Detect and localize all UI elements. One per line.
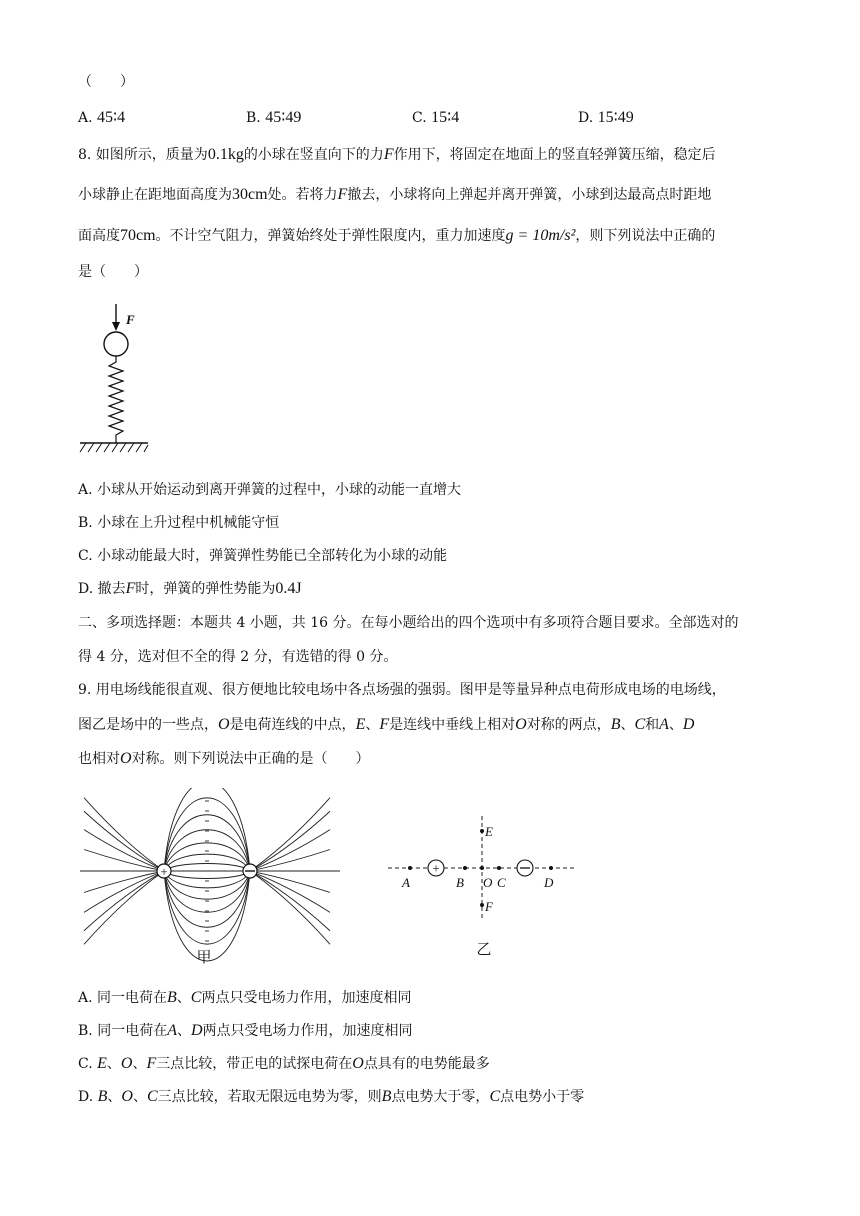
point-a-label: A [402,875,410,890]
q9-text: 、 [132,1056,147,1072]
q9-point-c: C [634,716,646,733]
q8-text: 处。若将力 [267,187,338,203]
q9-text: 对称的两点， [526,717,611,733]
point-a-dot [408,866,412,870]
point-o-label: O [483,875,493,890]
q8-line-3 [78,226,715,246]
q7-option-b [246,108,301,128]
q8-force-symbol: F [337,186,348,203]
point-e-label: E [485,824,493,839]
q7-option-b-letter: B. [246,110,261,126]
point-d-dot [549,866,553,870]
q9-point-d: D [682,716,695,733]
q9-text: 、 [107,1089,122,1105]
field-line [164,830,250,871]
positive-sign: + [432,860,440,876]
q9-option-d [78,1087,584,1107]
q8-spring-figure [76,300,156,468]
q8-gravity: g = 10m/s² [505,227,576,244]
q8-text: 时，弹簧的弹性势能为 [135,581,276,597]
q9-point-o: O [352,1055,364,1072]
q9-text: 、 [106,1056,121,1072]
q9-text: 、 [176,1023,191,1039]
point-f-label: F [485,899,493,914]
field-line [164,871,250,961]
q9-text: 点电势大于零， [391,1089,490,1105]
q8-option-a: A. 小球从开始运动到离开弹簧的过程中，小球的动能一直增大 [78,482,462,498]
q9-point-f: F [379,716,390,733]
q9-text: C. [78,1056,98,1072]
q9-text: 三点比较，带正电的试探电荷在 [156,1056,353,1072]
point-f-dot [480,903,484,907]
q9-point-b: B [167,989,177,1006]
q9-point-d: D [190,1022,203,1039]
points-figure [384,808,584,958]
q9-point-o: O [515,716,527,733]
q9-point-f: F [146,1055,157,1072]
q9-text: 点电势小于零 [500,1089,585,1105]
q9-text: 和 [645,717,660,733]
q9-point-a: A [659,716,669,733]
q9-text: 两点只受电场力作用，加速度相同 [201,990,412,1006]
point-o-dot [480,866,484,870]
field-line [164,871,250,879]
q7-option-a [78,108,125,128]
q9-text: 、 [176,990,191,1006]
q9-point-b: B [610,716,621,733]
q8-line-1 [78,145,716,165]
field-line [164,871,250,888]
q9-text: 、 [132,1089,147,1105]
q8-text: 的小球在竖直向下的力 [243,147,384,163]
field-line [164,864,250,872]
point-e-dot [480,829,484,833]
field-line [164,871,250,912]
q9-text: 、 [668,717,683,733]
q9-point-c: C [146,1088,158,1105]
q8-force-symbol: F [383,146,394,163]
q9-point-e: E [97,1055,107,1072]
q9-line-3 [78,749,370,769]
q9-point-c: C [489,1088,501,1105]
q9-text: A. 同一电荷在 [78,990,168,1006]
q9-text: 对称。则下列说法中正确的是（ ） [131,751,370,767]
q8-mass: 0.1kg [207,146,244,163]
field-line [84,830,164,871]
q8-text: 。不计空气阻力，弹簧始终处于弹性限度内，重力加速度 [155,228,506,244]
q9-text: 也相对 [78,751,120,767]
field-line [250,798,330,871]
q9-point-b: B [97,1088,108,1105]
q9-point-a: A [167,1022,177,1039]
q7-option-c [412,108,459,128]
spring [109,356,123,443]
field-line [250,871,330,912]
q8-text: 小球静止在距地面高度为 [78,187,232,203]
q9-text: 点具有的电势能最多 [363,1056,490,1072]
q9-point-o: O [120,1055,133,1072]
q9-text: 是连线中垂线上相对 [389,717,516,733]
q8-line-2 [78,185,711,205]
point-b-dot [463,866,467,870]
q9-text: 两点只受电场力作用，加速度相同 [202,1023,413,1039]
q8-text: D. 撤去 [78,581,126,597]
q9-line-2 [78,715,694,735]
q7-option-b-value: 45∶49 [265,109,302,126]
q9-option-c [78,1054,490,1074]
field-line [164,871,250,899]
q8-text: ，则下列说法中正确的 [575,228,716,244]
q8-force-symbol: F [125,580,136,597]
field-line [84,871,164,944]
force-label: F [126,312,135,327]
field-line [164,854,250,871]
q9-option-a [78,988,411,1008]
q9-point-b: B [381,1088,392,1105]
q9-point-c: C [190,989,202,1006]
q8-text: 作用下，将固定在地面上的竖直轻弹簧压缩，稳定后 [393,147,716,163]
q7-option-d-value: 15∶49 [597,109,634,126]
point-d-label: D [544,875,554,890]
section2-line-1: 二、多项选择题：本题共 4 小题，共 16 分。在每小题给出的四个选项中有多项符合题目要求。全部选对的 [78,615,739,631]
point-c-dot [497,866,501,870]
q9-point-o: O [121,1088,133,1105]
q9-point-o: O [120,750,132,767]
field-lines-figure [80,788,340,968]
field-line [164,843,250,871]
q9-text: 三点比较，若取无限远电势为零，则 [157,1089,382,1105]
q9-text: 、 [365,717,380,733]
q8-option-b: B. 小球在上升过程中机械能守恒 [78,515,280,531]
point-b-label: B [456,875,464,890]
q9-line-1: 9. 用电场线能很直观、很方便地比较电场中各点场强的强弱。图甲是等量异种点电荷形成电场的电场线， [78,682,726,698]
ball [104,332,128,356]
q8-height-1: 30cm [232,186,268,203]
q8-text: 撤去，小球将向上弹起并离开弹簧，小球到达最高点时距地 [347,187,712,203]
field-line [84,798,164,871]
q7-option-a-letter: A. [78,110,93,126]
q9-point-e: E [355,716,366,733]
q9-text: 是电荷连线的中点， [229,717,356,733]
force-arrow-head [112,322,120,331]
field-line [84,871,164,912]
q9-text: 图乙是场中的一些点， [78,717,218,733]
q8-option-c: C. 小球动能最大时，弹簧弹性势能已全部转化为小球的动能 [78,548,448,564]
ground-hatching [80,443,148,452]
q8-energy-value: 0.4J [275,580,302,597]
q8-line-4: 是（ ） [78,264,148,280]
figure-jia-label: 甲 [196,950,212,966]
q8-text: 面高度 [78,228,120,244]
q8-height-2: 70cm [120,227,156,244]
point-c-label: C [497,875,506,890]
q8-text: 8. 如图所示，质量为 [78,147,208,163]
q7-option-d [578,108,634,128]
q9-point-o: O [218,716,230,733]
q7-option-d-letter: D. [578,110,594,126]
q7-option-c-value: 15∶4 [431,109,460,126]
q9-text: B. 同一电荷在 [78,1023,168,1039]
q9-text: D. [78,1089,98,1105]
positive-sign: + [160,864,168,879]
q9-text: 、 [620,717,635,733]
field-line [250,830,330,871]
q8-option-d [78,579,302,599]
q7-option-c-letter: C. [412,110,427,126]
field-line [250,871,330,944]
q7-tail: （ ） [78,74,134,90]
figure-yi-label: 乙 [476,942,492,958]
section2-line-2: 得 4 分，选对但不全的得 2 分，有选错的得 0 分。 [78,649,398,665]
q9-option-b [78,1021,413,1041]
q7-option-a-value: 45∶4 [97,109,126,126]
